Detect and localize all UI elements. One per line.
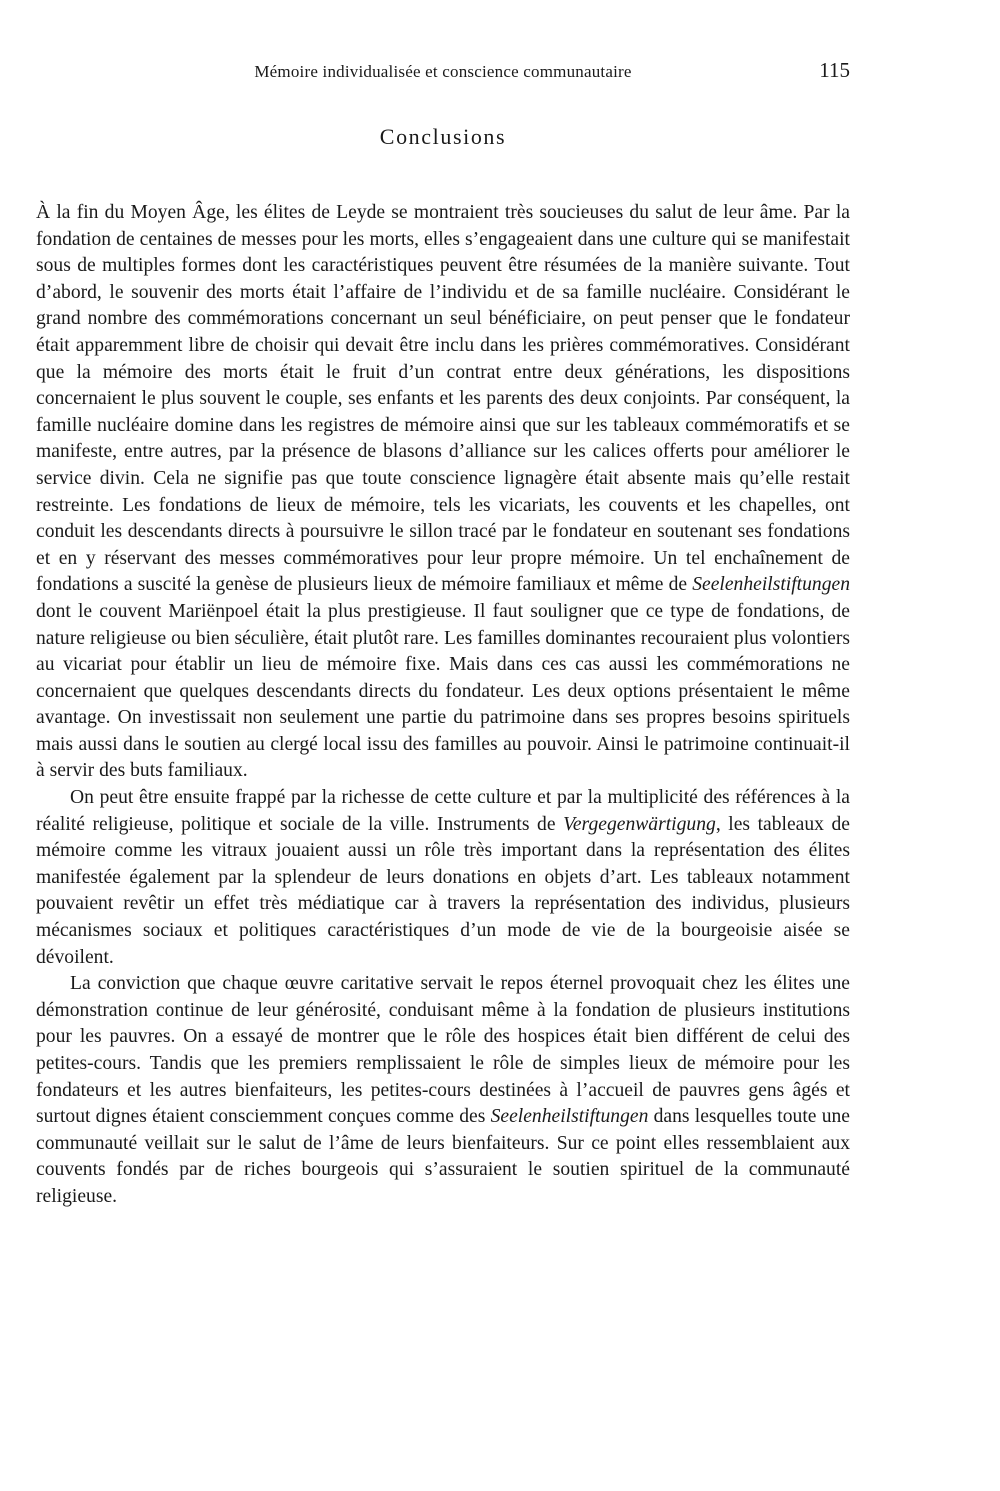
paragraph-2-text-b: , les tableaux de mémoire comme les vitraux jouaient aussi un rôle très important dans la représentation des élites manifestée également par la splendeur de leurs donations en objets d’art. Les tableaux notamment pouvaient revêtir un effet très médiatique car à travers la représentation des individus, plusieurs mécanismes sociaux et politiques caractéristiques d’un mode de vie de la bourgeoisie aisée se dévoilent. [36,813,850,968]
page-number: 115 [819,58,850,82]
paragraph-2 [36,785,850,971]
paragraph-3 [36,971,850,1210]
running-header [36,56,850,86]
paragraph-1-text-b: dont le couvent Mariënpoel était la plus prestigieuse. Il faut souligner que ce type de fondations, de nature religieuse ou bien séculière, était plutôt rare. Les familles dominantes recouraient plus volontiers au vicariat pour établir un lieu de mémoire fixe. Mais dans ces cas aussi les commémorations ne concernaient que quelques descendants directs du fondateur. Les deux options présentaient le même avantage. On investissait non seulement une partie du patrimoine dans ses propres besoins spirituels mais aussi dans le soutien au clergé local issu des familles au pouvoir. Ainsi le patrimoine continuait-il à servir des buts familiaux. [36,600,850,782]
paragraph-1-italic-term: Seelenheilstiftungen [692,574,850,596]
book-page [36,56,850,1211]
running-title: Mémoire individualisée et conscience communautaire [254,62,632,81]
section-title: Conclusions [379,124,507,149]
paragraph-2-text-a: On peut être ensuite frappé par la richesse de cette culture et par la multiplicité des références à la réalité religieuse, politique et sociale de la ville. Instruments de [36,787,850,835]
paragraph-3-italic-term: Seelenheilstiftungen [490,1106,649,1128]
paragraph-1-text-a: À la fin du Moyen Âge, les élites de Leyde se montraient très soucieuses du salut de leur âme. Par la fondation de centaines de messes pour les morts, elles s’engageaient dans une culture qui se manifestait sous de multiples formes dont les caractéristiques peuvent être résumées de la manière suivante. Tout d’abord, le souvenir des morts était l’affaire de l’individu et de sa famille nucléaire. Considérant le grand nombre des commémorations concernant un seul bénéficiaire, on peut penser que le fondateur était apparemment libre de choisir qui devait être inclu dans les prières commémoratives. Considérant que la mémoire des morts était le fruit d’un contrat entre deux générations, les dispositions concernaient le plus souvent le couple, ses enfants et les parents des deux conjoints. Par conséquent, la famille nucléaire domine dans les registres de mémoire ainsi que sur les tableaux commémoratifs et se manifeste, entre autres, par la présence de blasons d’alliance sur les calices offerts pour améliorer le service divin. Cela ne signifie pas que toute conscience lignagère était absente mais qu’elle restait restreinte. Les fondations de lieux de mémoire, tels les vicariats, les couvents et les chapelles, ont conduit les descendants directs à poursuivre le sillon tracé par le fondateur en soutenant ses fondations et en y réservant des messes commémoratives pour leur propre mémoire. Un tel enchaînement de fondations a suscité la genèse de plusieurs lieux de mémoire familiaux et même de [36,202,850,596]
paragraph-3-text-a: La conviction que chaque œuvre caritative servait le repos éternel provoquait chez les élites une démonstration continue de leur générosité, conduisant même à la fondation de plusieurs institutions pour les pauvres. On a essayé de montrer que le rôle des hospices était bien différent de celui des petites-cours. Tandis que les premiers remplissaient le rôle de simples lieux de mémoire pour les fondateurs et les autres bienfaiteurs, les petites-cours destinées à l’accueil de pauvres gens âgés et surtout dignes étaient consciemment conçues comme des [36,973,850,1128]
paragraph-2-italic-term: Vergegenwärtigung [563,813,716,835]
paragraph-3-text-b: dans lesquelles toute une communauté veillait sur le salut de l’âme de leurs bienfaiteurs. Sur ce point elles ressemblaient aux couvents fondés par de riches bourgeois qui s’assuraient le soutien spirituel de la communauté religieuse. [36,1106,850,1207]
paragraph-1 [36,200,850,785]
body-text [36,200,850,1211]
